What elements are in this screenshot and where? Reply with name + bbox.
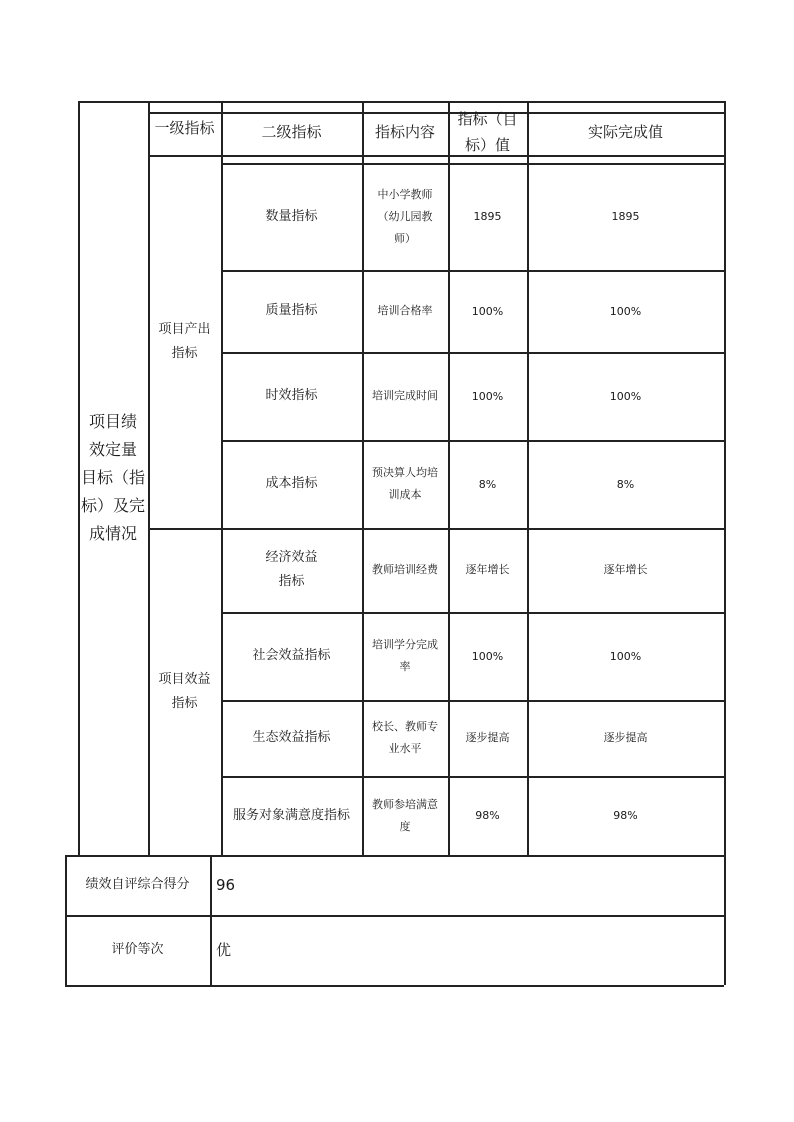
grade-value: 优 xyxy=(216,941,232,959)
table-row-target: 100% xyxy=(471,649,504,663)
table-row-actual: 100% xyxy=(609,389,642,403)
table-row-actual: 1895 xyxy=(611,210,640,223)
table-row-target: 逐步提高 xyxy=(465,731,510,744)
row-group-label: 项目绩 效定量 目标（指 标）及完 成情况 xyxy=(80,412,145,543)
table-row-target: 8% xyxy=(478,477,497,491)
grade-label: 评价等次 xyxy=(111,942,164,957)
table-row-target: 98% xyxy=(475,809,500,822)
header-content: 指标内容 xyxy=(374,123,435,141)
table-row-content: 教师参培满意 度 xyxy=(372,797,438,833)
table-row-level2: 质量指标 xyxy=(265,303,318,318)
table-row-actual: 98% xyxy=(613,809,638,822)
table-row-level2: 时效指标 xyxy=(265,388,318,403)
table-row-target: 1895 xyxy=(473,210,502,223)
table-row-content: 培训合格率 xyxy=(377,304,433,317)
score-value: 96 xyxy=(216,876,236,894)
table-row-content: 校长、教师专 业水平 xyxy=(372,720,438,755)
header-actual: 实际完成值 xyxy=(587,123,663,141)
table-row-actual: 100% xyxy=(609,304,642,318)
table-row-level2: 成本指标 xyxy=(265,476,318,491)
table-row-content: 教师培训经费 xyxy=(372,563,438,576)
table-row-content: 培训学分完成 率 xyxy=(372,638,438,673)
table-row-content: 培训完成时间 xyxy=(372,389,438,402)
group-label-benefit: 项目效益 指标 xyxy=(158,671,211,711)
header-level1: 一级指标 xyxy=(154,119,215,137)
table-row-target: 100% xyxy=(471,304,504,318)
table-row-actual: 100% xyxy=(609,649,642,663)
table-row-target: 逐年增长 xyxy=(465,563,510,576)
header-level2: 二级指标 xyxy=(261,123,322,141)
table-row-level2: 经济效益 指标 xyxy=(265,550,318,589)
table-row-actual: 逐步提高 xyxy=(603,731,648,744)
table-row-actual: 逐年增长 xyxy=(603,563,648,576)
table-row-actual: 8% xyxy=(616,477,635,491)
table-row-content: 中小学教师 （幼儿园教 师） xyxy=(377,187,433,245)
table-row-content: 预决算人均培 训成本 xyxy=(372,466,438,501)
header-target: 指标（目 标）值 xyxy=(457,110,518,154)
group-label-output: 项目产出 指标 xyxy=(158,321,211,361)
table-row-level2: 生态效益指标 xyxy=(252,730,331,745)
table-row-target: 100% xyxy=(471,389,504,403)
table-row-level2: 社会效益指标 xyxy=(252,648,331,663)
score-label: 绩效自评综合得分 xyxy=(85,877,190,892)
table-row-level2: 服务对象满意度指标 xyxy=(232,807,350,823)
table-row-level2: 数量指标 xyxy=(265,208,318,224)
